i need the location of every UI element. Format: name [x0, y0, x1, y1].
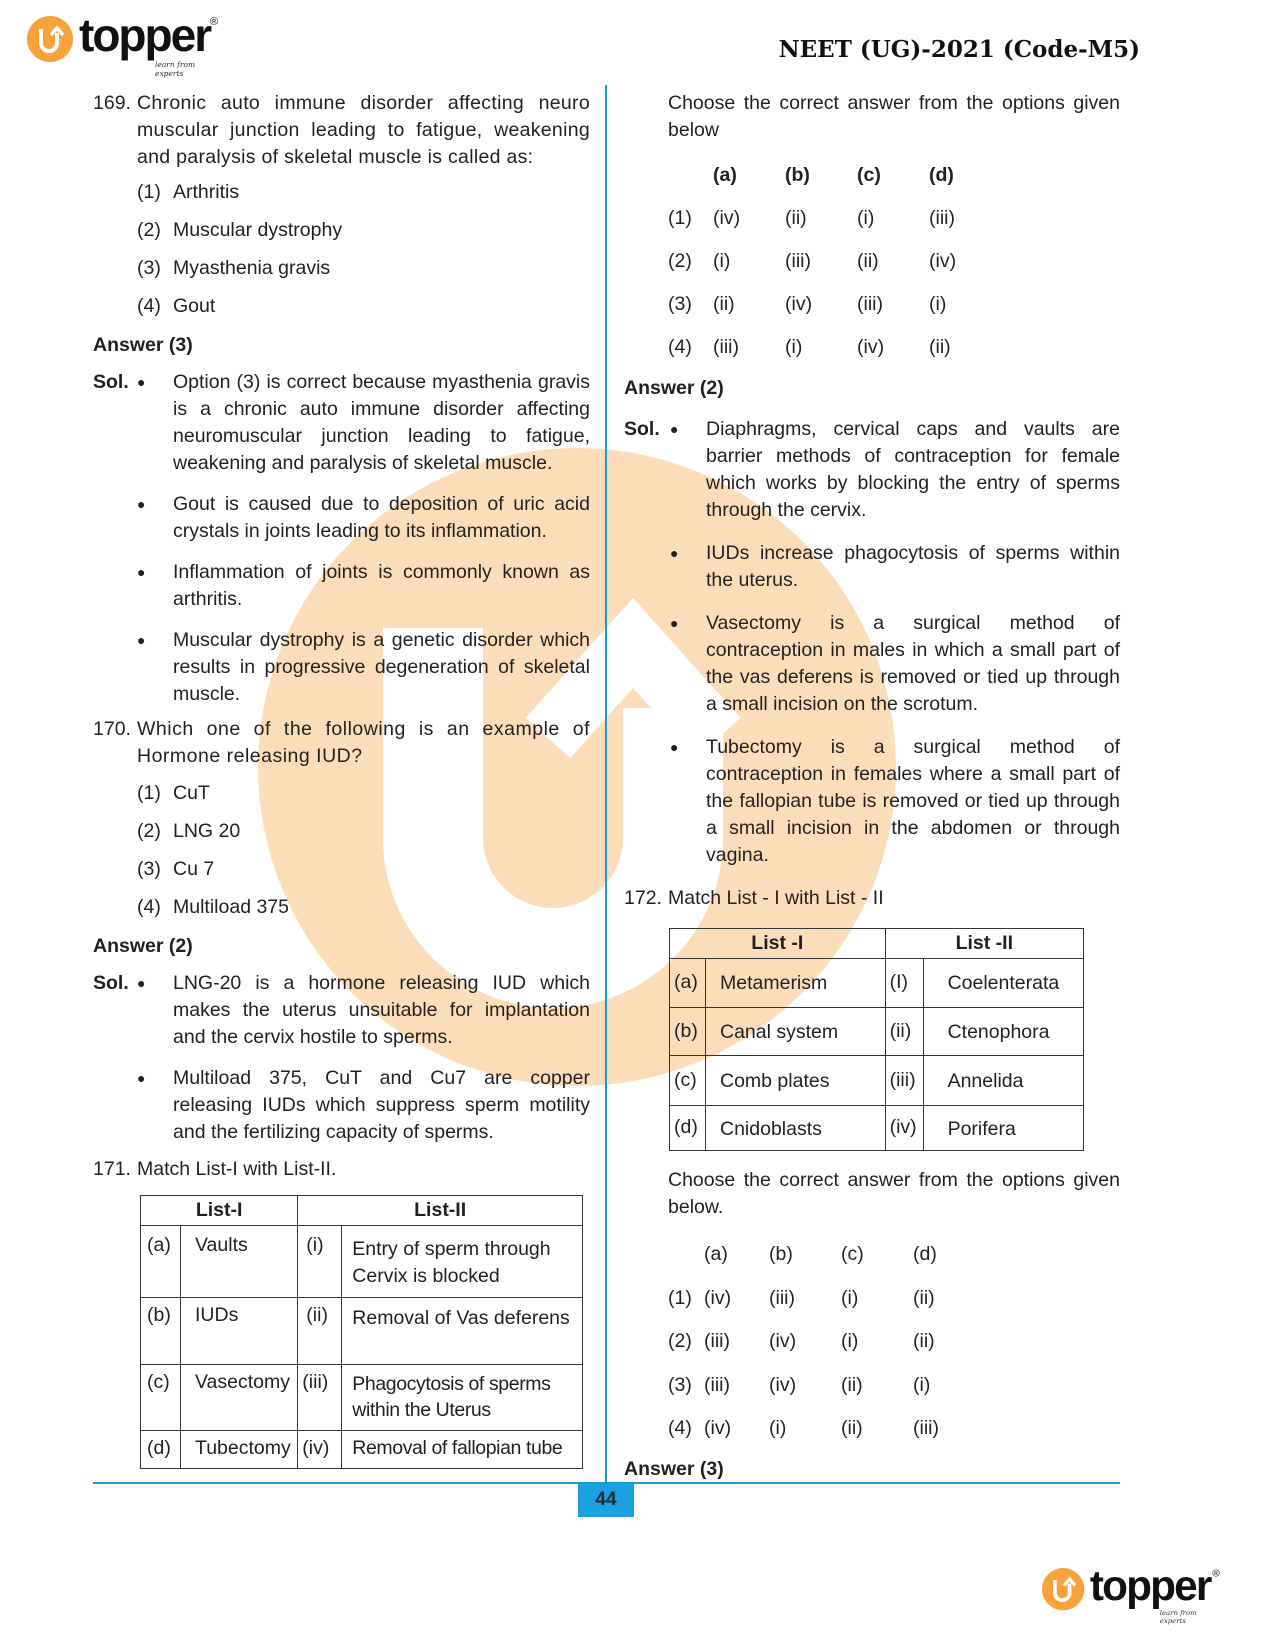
- table-row: (a) Metamerism (I) Coelenterata: [670, 959, 1084, 1008]
- table-header: List -II: [885, 929, 1083, 959]
- answer-label: Answer (2): [93, 935, 193, 957]
- question-number: 169.: [93, 92, 131, 114]
- question-170: 170. Which one of the following is an example of Hormone releasing IUD?: [93, 718, 590, 767]
- solution-point: ● Muscular dystrophy is a genetic disorder which results in progressive degeneration of skeletal muscle.: [137, 627, 590, 708]
- solution-point: ● Gout is caused due to deposition of uric acid crystals in joints leading to its inflammation.: [137, 491, 590, 545]
- answer-label: Answer (2): [624, 377, 724, 399]
- option-2: (2) Muscular dystrophy: [137, 219, 343, 241]
- solution-171: Sol. ● Diaphragms, cervical caps and vaults are barrier methods of contraception for female which works by blocking the entry of sperms through the cervix.: [624, 416, 1120, 524]
- solution-point: ● Inflammation of joints is commonly known as arthritis.: [137, 559, 590, 613]
- answer-options-grid-171: (a) (b) (c) (d) (1) (iv) (ii) (i) (iii) (2) (i) (iii) (ii) (iv) (3) (ii) (iv) (iii) (i) (4) (iii) (i) (iv) (ii): [668, 164, 957, 358]
- bullet-icon: ●: [670, 739, 679, 755]
- option-4: (4) Multiload 375: [137, 896, 289, 918]
- answer-label: Answer (3): [624, 1458, 724, 1480]
- table-row: (c) Vasectomy (iii) Phagocytosis of sperms within the Uterus: [141, 1365, 583, 1431]
- bullet-icon: ●: [137, 975, 146, 991]
- table-row: (d) Cnidoblasts (iv) Porifera: [670, 1106, 1084, 1151]
- bullet-icon: ●: [137, 564, 146, 580]
- table-row: (b) IUDs (ii) Removal of Vas deferens: [141, 1298, 583, 1365]
- question-text: Chronic auto immune disorder affecting neuro muscular junction leading to fatigue, weakening and paralysis of skeletal muscle is called as:: [137, 92, 590, 168]
- table-row: (b) Canal system (ii) Ctenophora: [670, 1008, 1084, 1056]
- bullet-icon: ●: [670, 545, 679, 561]
- registered-mark: ®: [1212, 1568, 1220, 1580]
- option-2: (2) LNG 20: [137, 820, 241, 842]
- table-row: (a) Vaults (i) Entry of sperm through Cervix is blocked: [141, 1226, 583, 1298]
- table-header: List -I: [670, 929, 886, 959]
- choose-instruction: Choose the correct answer from the options given below.: [668, 1169, 1120, 1218]
- topper-logo: [27, 9, 219, 78]
- table-row: (c) Comb plates (iii) Annelida: [670, 1056, 1084, 1106]
- question-169: [93, 90, 590, 171]
- solution-170: Sol. ● LNG-20 is a hormone releasing IUD which makes the uterus unsuitable for implantation and the cervix hostile to sperms.: [93, 970, 590, 1051]
- option-3: (3) Cu 7: [137, 858, 215, 880]
- column-divider: [605, 85, 607, 1515]
- answer-options-grid-172: (a) (b) (c) (d) (1) (iv) (iii) (i) (ii) (2) (iii) (iv) (i) (ii) (3) (iii) (iv) (ii) (i) (4) (iv) (i) (ii) (iii): [668, 1243, 939, 1439]
- match-table-172: [669, 928, 1084, 1151]
- topper-logo-icon: [27, 16, 73, 62]
- exam-title: NEET (UG)-2021 (Code-M5): [778, 36, 1140, 63]
- option-3: (3) Myasthenia gravis: [137, 257, 331, 279]
- bullet-icon: ●: [137, 632, 146, 648]
- table-header: List-II: [298, 1196, 583, 1226]
- question-172: 172. Match List - I with List - II: [624, 887, 884, 909]
- right-column: [624, 90, 1120, 1481]
- choose-instruction: Choose the correct answer from the options given below: [668, 92, 1120, 141]
- bullet-icon: ●: [670, 615, 679, 631]
- answer-label: Answer (3): [93, 334, 193, 356]
- left-column: [93, 90, 590, 1469]
- option-1: (1) CuT: [137, 782, 210, 804]
- table-header: List-I: [141, 1196, 298, 1226]
- solution-point: ● IUDs increase phagocytosis of sperms within the uterus.: [670, 540, 1120, 594]
- logo-wordmark: topper: [1089, 1561, 1211, 1610]
- logo-tagline: learn from experts: [155, 60, 196, 78]
- bullet-icon: ●: [137, 496, 146, 512]
- solution-169: Sol. ● Option (3) is correct because myasthenia gravis is a chronic auto immune disorder affecting neuromuscular junction leading to fatigue, weakening and paralysis of skeletal muscle.: [93, 369, 590, 477]
- option-4: (4) Gout: [137, 295, 216, 317]
- bullet-icon: ●: [670, 421, 679, 437]
- solution-point: ● Tubectomy is a surgical method of contraception in females where a small part of the fallopian tube is removed or tied up through a small incision in the abdomen or through vagina.: [670, 734, 1120, 869]
- bullet-icon: ●: [137, 1070, 146, 1086]
- table-row: (d) Tubectomy (iv) Removal of fallopian tube: [141, 1431, 583, 1469]
- topper-logo-footer: [1042, 1561, 1220, 1626]
- option-1: (1) Arthritis: [137, 181, 240, 203]
- page-number: 44: [578, 1484, 634, 1517]
- solution-point: ● Vasectomy is a surgical method of contraception in males in which a small part of the vas deferens is removed or tied up through a small incision on the scrotum.: [670, 610, 1120, 718]
- solution-point: ● Multiload 375, CuT and Cu7 are copper releasing IUDs which suppress sperm motility and the fertilizing capacity of sperms.: [137, 1065, 590, 1146]
- topper-logo-icon: [1042, 1568, 1084, 1610]
- bullet-icon: ●: [137, 374, 146, 390]
- registered-mark: ®: [210, 16, 219, 28]
- match-table-171: [140, 1195, 583, 1469]
- logo-tagline: learn from experts: [1159, 1608, 1197, 1626]
- logo-wordmark: topper: [79, 9, 211, 61]
- question-171: 171. Match List-I with List-II.: [93, 1158, 337, 1180]
